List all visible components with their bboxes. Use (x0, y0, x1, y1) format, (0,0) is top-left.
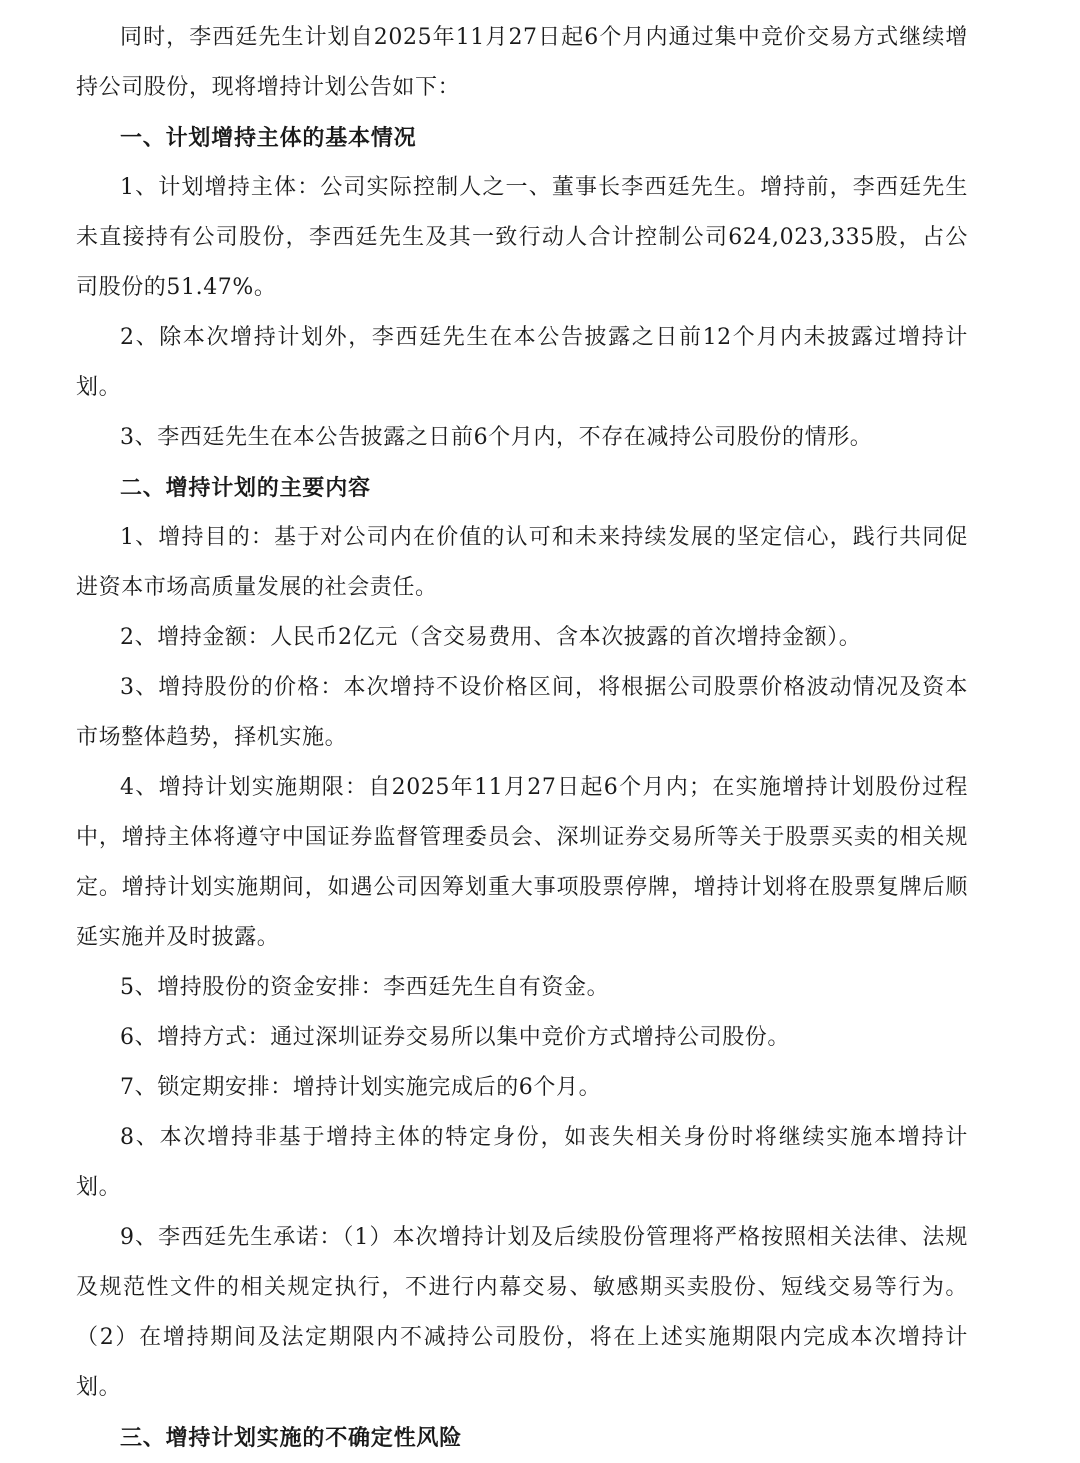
section-2-item-7: 7、锁定期安排：增持计划实施完成后的6个月。 (120, 1075, 602, 1100)
section-2-item-4: 4、增持计划实施期限：自2025年11月27日起6个月内；在实施增持计划股份过程中，增持主体将遵守中国证券监督管理委员会、深圳证券交易所等关于股票买卖的相关规定。增持计划实施期间，如遇公司因筹划重大事项股票停牌，增持计划将在股票复牌后顺延实施并及时披露。 (76, 775, 968, 950)
section-1-item-1: 1、计划增持主体：公司实际控制人之一、董事长李西廷先生。增持前，李西廷先生未直接持有公司股份，李西廷先生及其一致行动人合计控制公司624,023,335股，占公司股份的51.47%。 (76, 175, 968, 300)
section-2-item-5: 5、增持股份的资金安排：李西廷先生自有资金。 (120, 975, 610, 1000)
section-2-item-9: 9、李西廷先生承诺：（1）本次增持计划及后续股份管理将严格按照相关法律、法规及规范性文件的相关规定执行，不进行内幕交易、敏感期买卖股份、短线交易等行为。（2）在增持期间及法定期限内不减持公司股份，将在上述实施期限内完成本次增持计划。 (76, 1225, 968, 1400)
section-2-item-8: 8、本次增持非基于增持主体的特定身份，如丧失相关身份时将继续实施本增持计划。 (76, 1125, 968, 1200)
section-2-item-6: 6、增持方式：通过深圳证券交易所以集中竞价方式增持公司股份。 (120, 1025, 790, 1050)
announcement-document (76, 13, 968, 1463)
section-1-item-2: 2、除本次增持计划外，李西廷先生在本公告披露之日前12个月内未披露过增持计划。 (76, 325, 968, 400)
section-2-item-3: 3、增持股份的价格：本次增持不设价格区间，将根据公司股票价格波动情况及资本市场整体趋势，择机实施。 (76, 675, 968, 750)
intro-paragraph: 同时，李西廷先生计划自2025年11月27日起6个月内通过集中竞价交易方式继续增持公司股份，现将增持计划公告如下： (76, 25, 968, 100)
section-3-heading: 三、增持计划实施的不确定性风险 (120, 1425, 463, 1451)
section-2-item-1: 1、增持目的：基于对公司内在价值的认可和未来持续发展的坚定信心，践行共同促进资本市场高质量发展的社会责任。 (76, 525, 968, 600)
section-1-heading: 一、计划增持主体的基本情况 (120, 125, 417, 151)
section-2-heading: 二、增持计划的主要内容 (120, 475, 371, 501)
section-1-item-3: 3、李西廷先生在本公告披露之日前6个月内，不存在减持公司股份的情形。 (120, 425, 873, 450)
section-2-item-2: 2、增持金额：人民币2亿元（含交易费用、含本次披露的首次增持金额）。 (120, 625, 862, 650)
